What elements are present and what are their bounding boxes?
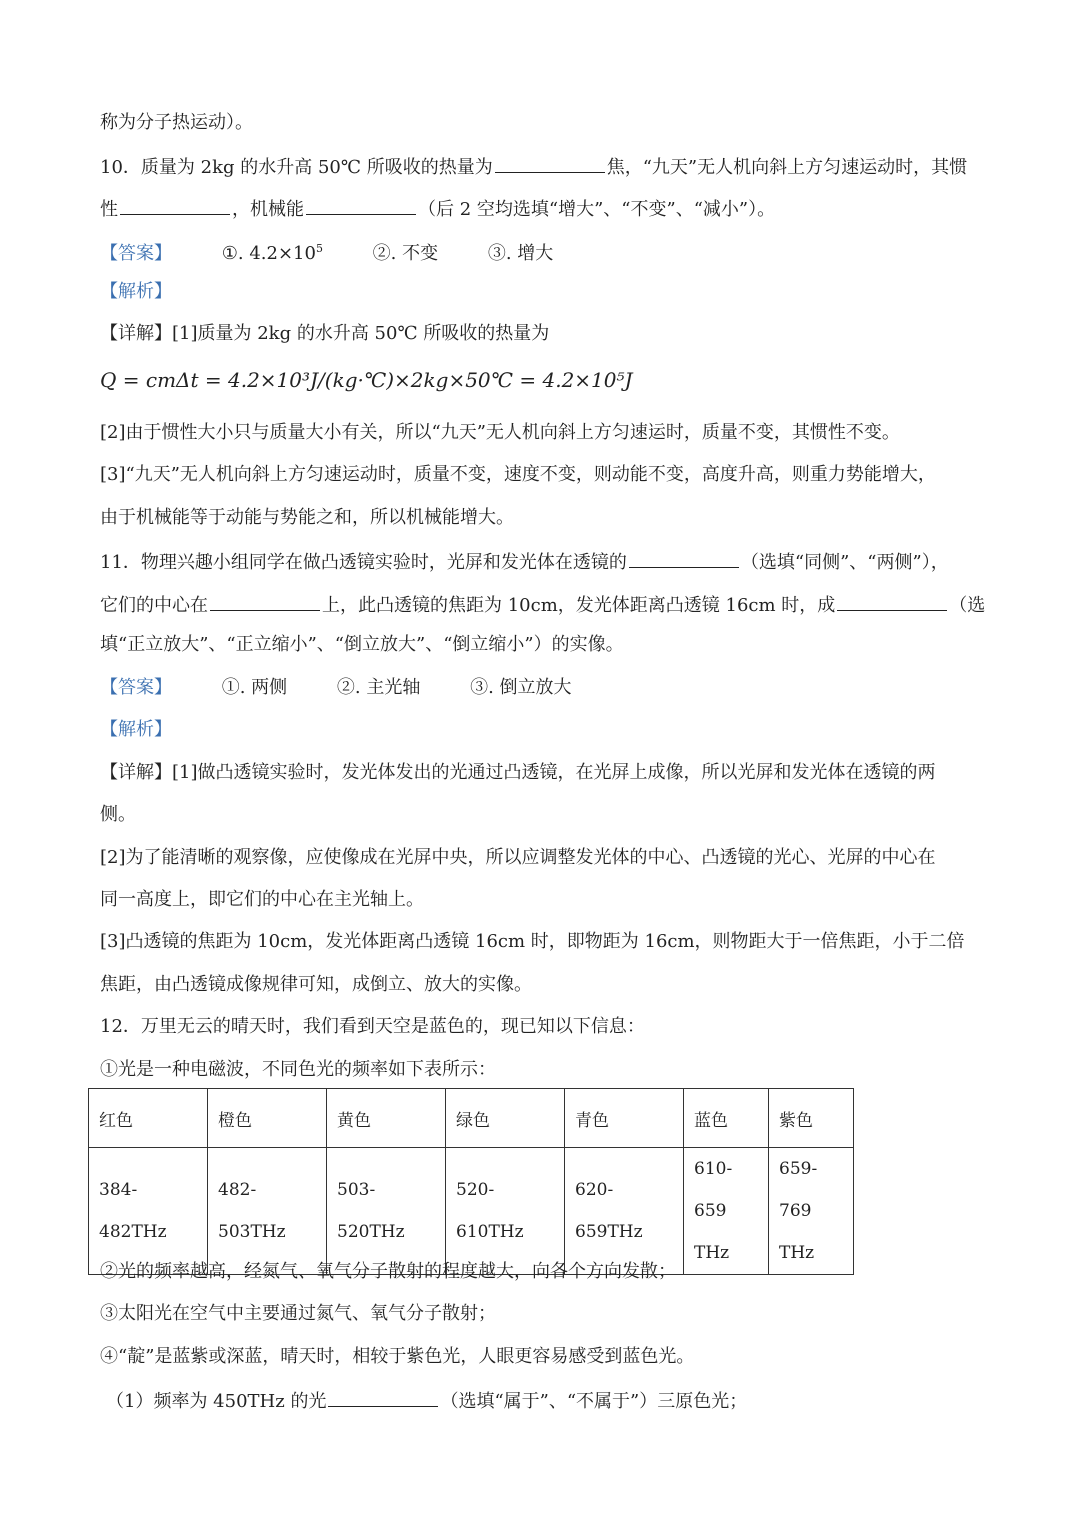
analysis-tag: 【解析】: [100, 281, 172, 302]
table-cell: 503-520THz: [327, 1148, 446, 1275]
table-cell: 620-659THz: [565, 1148, 684, 1275]
table-row: [89, 1148, 854, 1275]
sub-question-1: （1）频率为 450THz 的光 （选填“属于”、“不属于”）三原色光；: [106, 1386, 747, 1415]
answer-blank: [120, 194, 230, 215]
light-frequency-table: [88, 1088, 854, 1275]
text-line: 称为分子热运动）。: [100, 112, 253, 133]
table-header-cell: 紫色: [769, 1089, 854, 1148]
detail-line: [3]“九天”无人机向斜上方匀速运动时，质量不变，速度不变，则动能不变，高度升高，则重力势能增大，: [100, 464, 936, 485]
heat-formula: Q = cmΔt = 4.2×10³J/(kg·℃)×2kg×50℃ = 4.2×10⁵J: [100, 368, 633, 392]
question-11-cont: 填“正立放大”、“正立缩小”、“倒立放大”、“倒立缩小”）的实像。: [100, 634, 624, 655]
table-header-cell: 红色: [89, 1089, 208, 1148]
table-cell: 520-610THz: [446, 1148, 565, 1275]
info-line: ②光的频率越高，经氮气、氧气分子散射的程度越大，向各个方向发散；: [100, 1261, 676, 1282]
answer-blank: [629, 547, 739, 568]
answer-blank: [495, 152, 605, 173]
question-12: 12．万里无云的晴天时，我们看到天空是蓝色的，现已知以下信息：: [100, 1016, 645, 1037]
question-10: 10．质量为 2kg 的水升高 50℃ 所吸收的热量为 焦，“九天”无人机向斜上方匀速运动时，其惯: [100, 152, 967, 181]
table-cell: 384-482THz: [89, 1148, 208, 1275]
detail-line: 【详解】[1]做凸透镜实验时，发光体发出的光通过凸透镜，在光屏上成像，所以光屏和发光体在透镜的两: [100, 762, 936, 783]
detail-line: [3]凸透镜的焦距为 10cm，发光体距离凸透镜 16cm 时，即物距为 16cm，则物距大于一倍焦距，小于二倍: [100, 931, 965, 952]
detail-line: 【详解】[1]质量为 2kg 的水升高 50℃ 所吸收的热量为: [100, 323, 550, 344]
detail-line: [2]由于惯性大小只与质量大小有关，所以“九天”无人机向斜上方匀速运时，质量不变，其惯性不变。: [100, 422, 900, 443]
table-header-cell: 橙色: [208, 1089, 327, 1148]
answer-blank: [837, 590, 947, 611]
info-line: ④“靛”是蓝紫或深蓝，晴天时，相较于紫色光，人眼更容易感受到蓝色光。: [100, 1346, 695, 1367]
answer-blank: [328, 1386, 438, 1407]
question-11-cont: 它们的中心在 上，此凸透镜的焦距为 10cm，发光体距离凸透镜 16cm 时，成 （选: [100, 590, 985, 619]
info-line: ①光是一种电磁波，不同色光的频率如下表所示：: [100, 1059, 496, 1080]
table-header-cell: 蓝色: [684, 1089, 769, 1148]
detail-line: [2]为了能清晰的观察像，应使像成在光屏中央，所以应调整发光体的中心、凸透镜的光心、光屏的中心在: [100, 847, 936, 868]
table-cell: 482-503THz: [208, 1148, 327, 1275]
question-11: 11．物理兴趣小组同学在做凸透镜实验时，光屏和发光体在透镜的 （选填“同侧”、“两侧”），: [100, 547, 949, 576]
detail-line: 焦距，由凸透镜成像规律可知，成倒立、放大的实像。: [100, 974, 532, 995]
detail-line: 由于机械能等于动能与势能之和，所以机械能增大。: [100, 507, 514, 528]
table-cell: 659-769 THz: [769, 1148, 854, 1275]
table-header-cell: 青色: [565, 1089, 684, 1148]
answer-tag: 【答案】: [100, 243, 172, 264]
answer-blank: [306, 194, 416, 215]
answer-10: 【答案】 ①. $4.2\times 10^5$ ②. 不变 ③. 增大: [100, 242, 554, 264]
detail-line: 同一高度上，即它们的中心在主光轴上。: [100, 889, 424, 910]
detail-line: 侧。: [100, 804, 136, 825]
analysis-tag: 【解析】: [100, 719, 172, 740]
table-header-cell: 绿色: [446, 1089, 565, 1148]
table-header-cell: 黄色: [327, 1089, 446, 1148]
answer-blank: [210, 590, 320, 611]
table-cell: 610-659 THz: [684, 1148, 769, 1275]
table-header-row: [89, 1089, 854, 1148]
question-10-cont: 性 ，机械能 （后 2 空均选填“增大”、“不变”、“减小”）。: [100, 194, 775, 223]
answer-tag: 【答案】: [100, 677, 172, 698]
answer-11: 【答案】 ①. 两侧 ②. 主光轴 ③. 倒立放大: [100, 677, 572, 698]
info-line: ③太阳光在空气中主要通过氮气、氧气分子散射；: [100, 1303, 496, 1324]
